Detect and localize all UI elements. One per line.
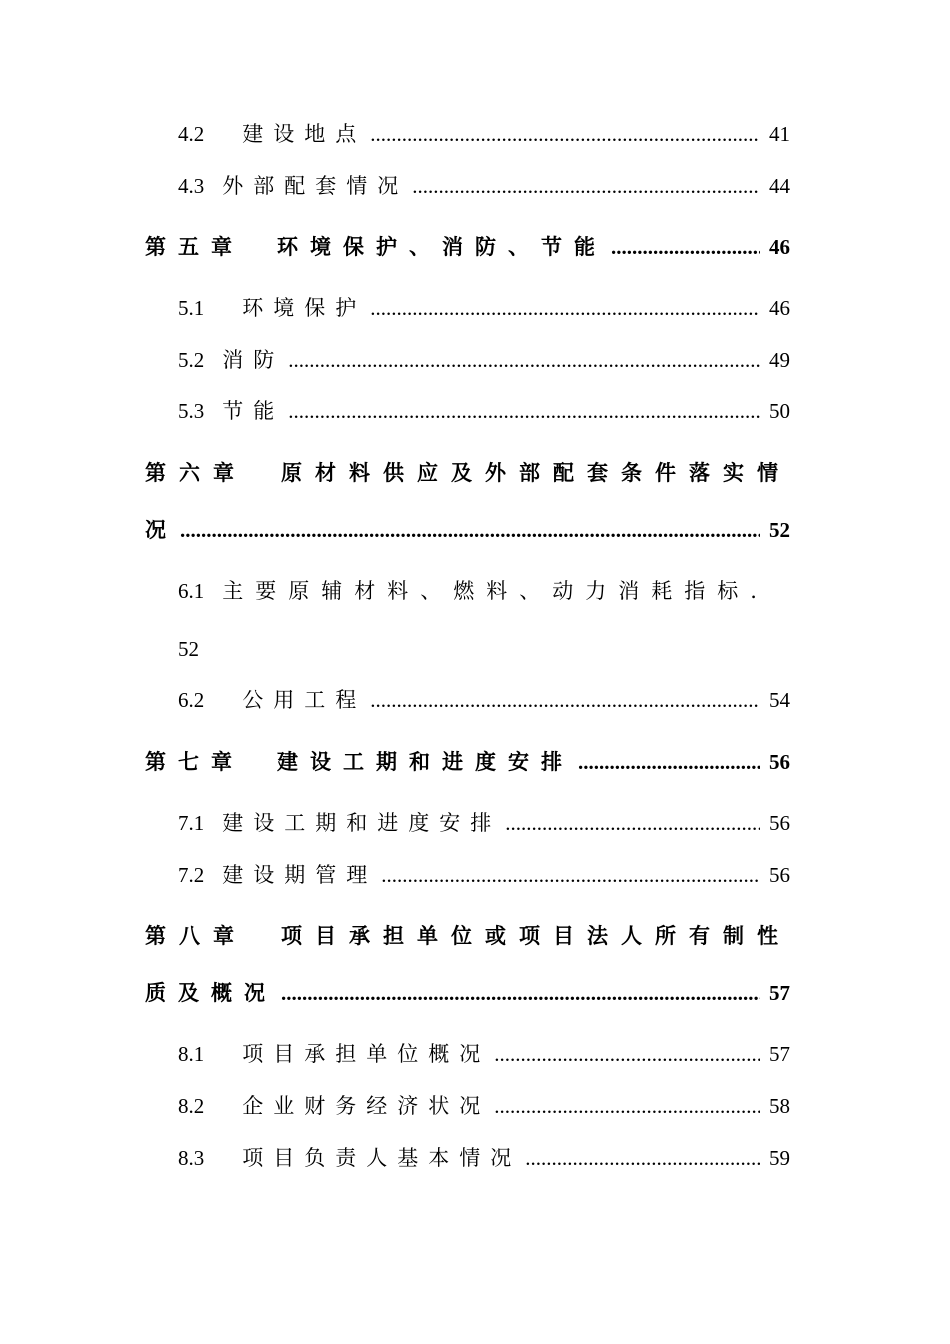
toc-entry-4-3[interactable] (178, 171, 790, 201)
toc-entry-7-2[interactable] (178, 860, 790, 890)
page-number: 52 (178, 637, 199, 661)
page-number: 56 (769, 750, 790, 774)
leader-dots (288, 396, 760, 426)
leader-dots (611, 232, 760, 262)
toc-chapter-6-line2[interactable] (145, 515, 790, 545)
section-number: 4.2 (178, 122, 205, 146)
section-number: 7.2 (178, 863, 205, 887)
page-number: 50 (769, 399, 790, 423)
section-number: 7.1 (178, 811, 205, 835)
page-number: 58 (769, 1094, 790, 1118)
section-number: 4.3 (178, 174, 205, 198)
page-number: 54 (769, 688, 790, 712)
section-title: 消防 (222, 348, 285, 372)
toc-entry-6-1-page[interactable] (178, 634, 202, 664)
chapter-title-continued: 况 (145, 517, 176, 542)
toc-chapter-7[interactable] (145, 747, 790, 777)
toc-entry-6-1[interactable] (178, 576, 769, 606)
section-number: 6.2 (178, 688, 205, 712)
leader-dots (288, 345, 760, 375)
leader-dots (505, 808, 760, 838)
chapter-title: 第五章 环境保护、消防、节能 (145, 234, 607, 259)
leader-dots (180, 515, 760, 545)
section-title: 主要原辅材料、燃料、动力消耗指标. (222, 579, 769, 603)
page-number: 46 (769, 296, 790, 320)
section-title: 环境保护 (242, 296, 367, 320)
section-title: 外部配套情况 (222, 174, 409, 198)
section-number: 8.3 (178, 1146, 205, 1170)
toc-entry-8-1[interactable] (178, 1039, 790, 1069)
leader-dots (494, 1091, 760, 1121)
section-number: 6.1 (178, 579, 205, 603)
page-number: 56 (769, 863, 790, 887)
leader-dots (370, 119, 760, 149)
section-number: 8.1 (178, 1042, 205, 1066)
page-number: 49 (769, 348, 790, 372)
toc-entry-8-2[interactable] (178, 1091, 790, 1121)
page-number: 56 (769, 811, 790, 835)
section-title: 建设地点 (242, 122, 367, 146)
toc-entry-5-2[interactable] (178, 345, 790, 375)
page-number: 44 (769, 174, 790, 198)
toc-chapter-8-line2[interactable] (145, 978, 790, 1008)
leader-dots (578, 747, 760, 777)
toc-entry-7-1[interactable] (178, 808, 790, 838)
toc-entry-5-1[interactable] (178, 293, 790, 323)
toc-entry-6-2[interactable] (178, 685, 790, 715)
leader-dots (370, 685, 760, 715)
chapter-title: 第六章 原材料供应及外部配套条件落实情 (145, 460, 791, 485)
toc-chapter-6-line1[interactable] (145, 458, 791, 488)
chapter-title-continued: 质及概况 (145, 980, 277, 1005)
leader-dots (281, 978, 760, 1008)
section-title: 企业财务经济状况 (242, 1094, 491, 1118)
section-title: 项目承担单位概况 (242, 1042, 491, 1066)
toc-entry-5-3[interactable] (178, 396, 790, 426)
chapter-title: 第八章 项目承担单位或项目法人所有制性 (145, 923, 791, 948)
leader-dots (412, 171, 760, 201)
page-number: 46 (769, 235, 790, 259)
page-number: 57 (769, 981, 790, 1005)
leader-dots (494, 1039, 760, 1069)
section-number: 8.2 (178, 1094, 205, 1118)
leader-dots (381, 860, 760, 890)
section-title: 节能 (222, 399, 285, 423)
toc-entry-8-3[interactable] (178, 1143, 790, 1173)
page-number: 41 (769, 122, 790, 146)
toc-chapter-8-line1[interactable] (145, 921, 791, 951)
toc-entry-4-2[interactable] (178, 119, 790, 149)
toc-chapter-5[interactable] (145, 232, 790, 262)
section-title: 建设期管理 (222, 863, 378, 887)
page-number: 57 (769, 1042, 790, 1066)
section-number: 5.2 (178, 348, 205, 372)
leader-dots (370, 293, 760, 323)
leader-dots (525, 1143, 760, 1173)
section-title: 建设工期和进度安排 (222, 811, 502, 835)
chapter-title: 第七章 建设工期和进度安排 (145, 749, 574, 774)
section-number: 5.1 (178, 296, 205, 320)
page-number: 59 (769, 1146, 790, 1170)
page-number: 52 (769, 518, 790, 542)
section-number: 5.3 (178, 399, 205, 423)
section-title: 公用工程 (242, 688, 367, 712)
section-title: 项目负责人基本情况 (242, 1146, 522, 1170)
